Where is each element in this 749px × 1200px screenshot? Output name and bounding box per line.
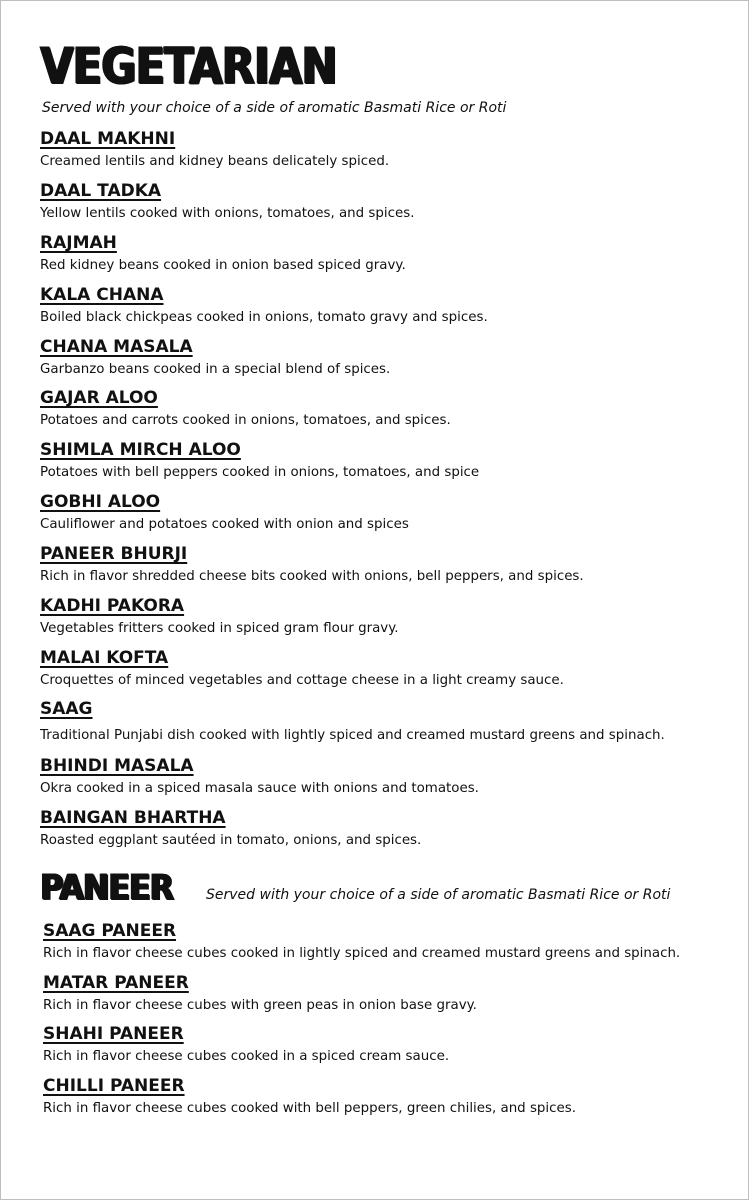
menu-item-description: Red kidney beans cooked in onion based spiced gravy. bbox=[40, 258, 406, 273]
menu-item-description: Cauliflower and potatoes cooked with onion and spices bbox=[40, 517, 409, 532]
menu-item-chana-masala bbox=[40, 336, 730, 379]
menu-item-name: GAJAR ALOO bbox=[40, 388, 158, 408]
menu-item-description: Traditional Punjabi dish cooked with lightly spiced and creamed mustard greens and spinach. bbox=[40, 728, 665, 743]
menu-item-description: Roasted eggplant sautéed in tomato, onions, and spices. bbox=[40, 833, 422, 848]
menu-item-name: CHANA MASALA bbox=[40, 337, 193, 357]
menu-item-name: SAAG PANEER bbox=[43, 921, 177, 941]
menu-item-daal-tadka bbox=[40, 180, 730, 223]
paneer-section-subtitle: Served with your choice of a side of aromatic Basmati Rice or Roti bbox=[206, 887, 671, 903]
vegetarian-section-title: VEGETARIAN bbox=[40, 37, 337, 95]
paneer-section-title: PANEER bbox=[40, 868, 173, 908]
menu-item-name: BHINDI MASALA bbox=[40, 756, 194, 776]
menu-item-chilli-paneer bbox=[43, 1075, 733, 1118]
menu-item-shahi-paneer bbox=[43, 1023, 733, 1066]
menu-item-bhindi-masala bbox=[40, 755, 730, 798]
menu-item-description: Potatoes and carrots cooked in onions, tomatoes, and spices. bbox=[40, 413, 451, 428]
menu-item-description: Rich in flavor cheese cubes cooked with bell peppers, green chilies, and spices. bbox=[43, 1101, 576, 1116]
menu-item-name: DAAL MAKHNI bbox=[40, 129, 176, 149]
menu-item-malai-kofta bbox=[40, 647, 730, 690]
menu-item-gajar-aloo bbox=[40, 387, 730, 430]
menu-item-name: DAAL TADKA bbox=[40, 181, 162, 201]
menu-item-rajmah bbox=[40, 232, 730, 275]
menu-item-description: Potatoes with bell peppers cooked in onions, tomatoes, and spice bbox=[40, 465, 480, 480]
menu-item-description: Rich in flavor cheese cubes with green peas in onion base gravy. bbox=[43, 998, 477, 1013]
menu-item-description: Boiled black chickpeas cooked in onions, tomato gravy and spices. bbox=[40, 310, 488, 325]
menu-item-name: MATAR PANEER bbox=[43, 973, 189, 993]
menu-item-description: Croquettes of minced vegetables and cottage cheese in a light creamy sauce. bbox=[40, 673, 564, 688]
menu-item-description: Okra cooked in a spiced masala sauce with onions and tomatoes. bbox=[40, 781, 479, 796]
menu-item-saag bbox=[40, 698, 730, 745]
menu-item-matar-paneer bbox=[43, 972, 733, 1015]
menu-item-name: SAAG bbox=[40, 699, 93, 719]
menu-item-name: GOBHI ALOO bbox=[40, 492, 161, 512]
menu-item-saag-paneer bbox=[43, 920, 733, 963]
menu-item-name: PANEER BHURJI bbox=[40, 544, 188, 564]
menu-item-name: BAINGAN BHARTHA bbox=[40, 808, 226, 828]
menu-item-description: Vegetables fritters cooked in spiced gram flour gravy. bbox=[40, 621, 399, 636]
menu-item-paneer-bhurji bbox=[40, 543, 730, 586]
menu-item-kala-chana bbox=[40, 284, 730, 327]
menu-item-name: KALA CHANA bbox=[40, 285, 164, 305]
menu-item-description: Rich in flavor cheese cubes cooked in a spiced cream sauce. bbox=[43, 1049, 450, 1064]
menu-item-name: SHAHI PANEER bbox=[43, 1024, 184, 1044]
menu-item-name: SHIMLA MIRCH ALOO bbox=[40, 440, 241, 460]
menu-item-baingan-bhartha bbox=[40, 807, 730, 850]
menu-item-name: CHILLI PANEER bbox=[43, 1076, 185, 1096]
menu-item-name: MALAI KOFTA bbox=[40, 648, 169, 668]
menu-item-description: Rich in flavor cheese cubes cooked in lightly spiced and creamed mustard greens and spinach. bbox=[43, 946, 681, 961]
menu-item-kadhi-pakora bbox=[40, 595, 730, 638]
menu-item-daal-makhni bbox=[40, 128, 730, 171]
menu-item-description: Rich in flavor shredded cheese bits cooked with onions, bell peppers, and spices. bbox=[40, 569, 584, 584]
menu-item-description: Creamed lentils and kidney beans delicately spiced. bbox=[40, 154, 390, 169]
menu-item-description: Yellow lentils cooked with onions, tomatoes, and spices. bbox=[40, 206, 415, 221]
menu-item-name: RAJMAH bbox=[40, 233, 117, 253]
menu-item-shimla-mirch-aloo bbox=[40, 439, 730, 482]
menu-item-gobhi-aloo bbox=[40, 491, 730, 534]
vegetarian-section-subtitle: Served with your choice of a side of aromatic Basmati Rice or Roti bbox=[42, 100, 507, 116]
menu-item-description: Garbanzo beans cooked in a special blend of spices. bbox=[40, 362, 391, 377]
menu-item-name: KADHI PAKORA bbox=[40, 596, 185, 616]
